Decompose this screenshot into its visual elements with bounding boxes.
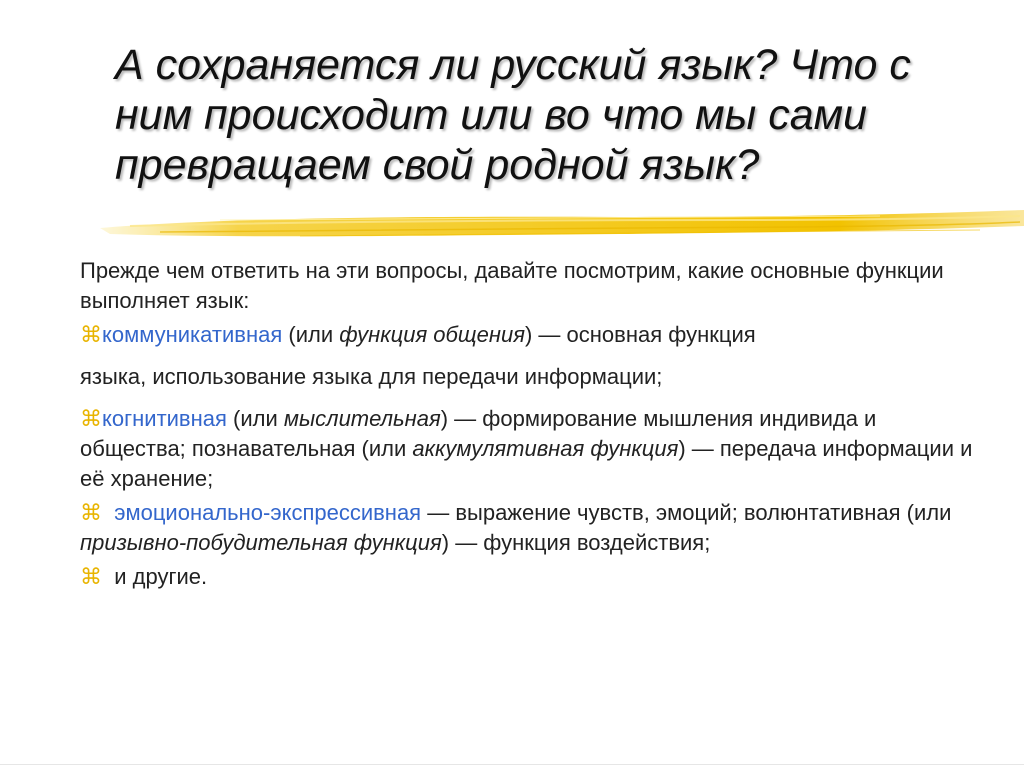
item-text: ) — функция воздействия;	[441, 530, 711, 555]
item-text: ) — основная функция	[524, 322, 756, 347]
list-item-others	[80, 562, 980, 592]
item-text: (или	[282, 322, 340, 347]
list-item-communicative-cont	[80, 362, 980, 392]
bullet-command-icon: ⌘	[80, 322, 102, 347]
item-text: ) — формирование мышления индивида и общества; познавательная (или	[80, 406, 877, 461]
bullet-command-icon: ⌘	[80, 500, 102, 525]
slide-body	[80, 256, 980, 592]
item-italic: функция общения	[339, 322, 525, 347]
list-item-emotional	[80, 498, 980, 558]
item-text: — выражение чувств, эмоций; волюнтативная (или	[421, 500, 952, 525]
term-emotional-expressive: эмоционально-экспрессивная	[114, 500, 422, 525]
list-item-cognitive	[80, 404, 980, 494]
item-text: и другие.	[114, 564, 208, 589]
item-italic: призывно-побудительная функция	[80, 530, 442, 555]
term-communicative: коммуникативная	[102, 322, 283, 347]
item-text: языка, использование языка для передачи информации;	[80, 364, 663, 389]
intro-paragraph: Прежде чем ответить на эти вопросы, давайте посмотрим, какие основные функции выполняет язык:	[80, 258, 944, 313]
term-cognitive: когнитивная	[102, 406, 227, 431]
item-italic: аккумулятивная функция	[412, 436, 679, 461]
footer-divider	[0, 764, 1024, 765]
item-text: ) — передача информации и её хранение;	[80, 436, 973, 491]
list-item-communicative	[80, 320, 980, 350]
bullet-command-icon: ⌘	[80, 406, 102, 431]
slide-title: А сохраняется ли русский язык? Что с ним происходит или во что мы сами превращаем свой родной язык?	[115, 41, 911, 189]
item-text: (или	[226, 406, 284, 431]
bullet-command-icon: ⌘	[80, 564, 102, 589]
item-italic: мыслительная	[283, 406, 441, 431]
yellow-brush-stroke-decoration	[100, 208, 1024, 244]
